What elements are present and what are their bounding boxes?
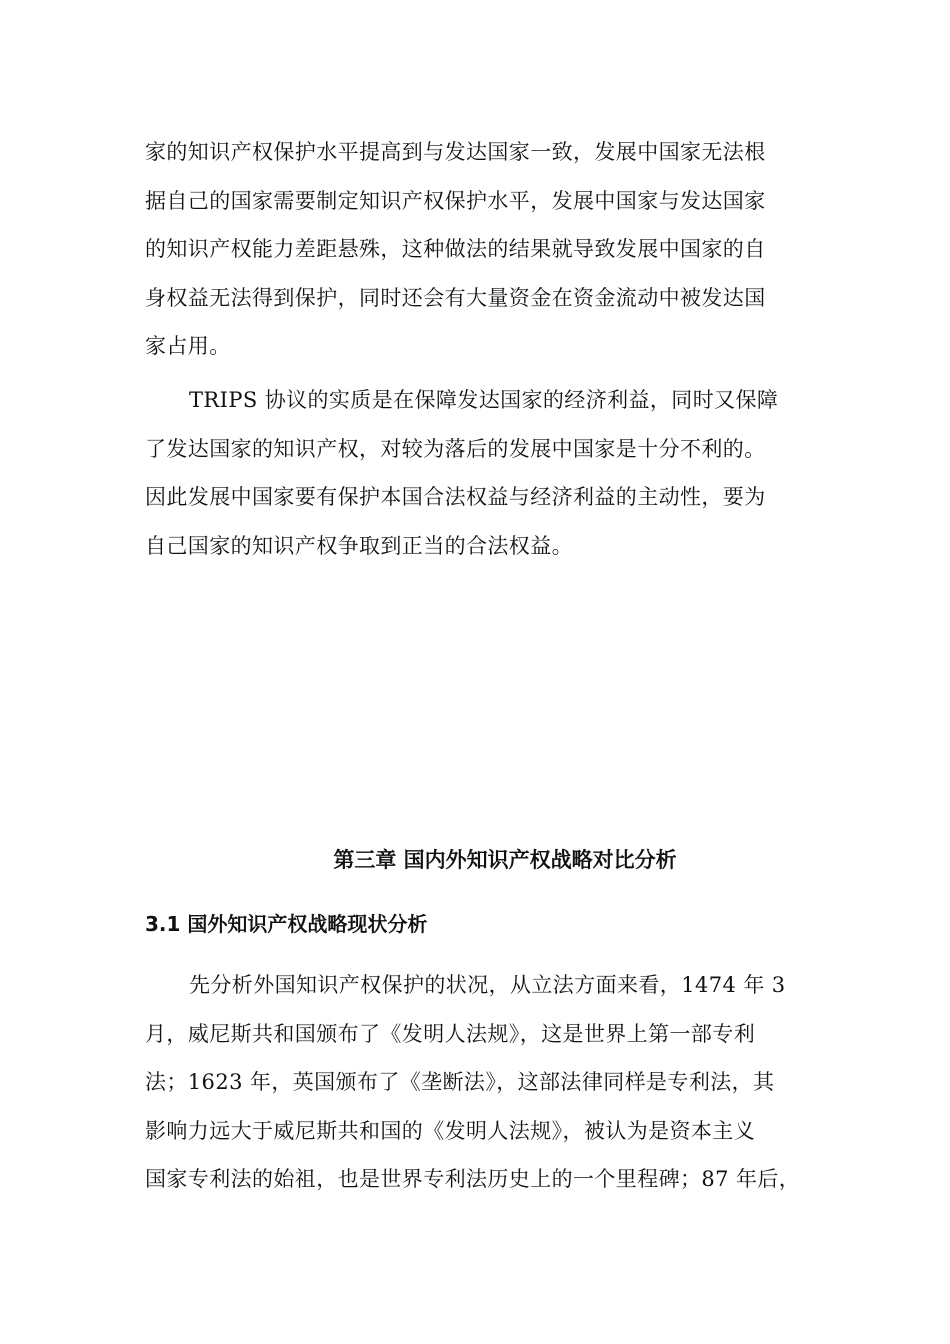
- text-line: 影响力远大于威尼斯共和国的《发明人法规》，被认为是资本主义: [145, 1118, 756, 1143]
- text-line: 法；1623 年，英国颁布了《垄断法》，这部法律同样是专利法，其: [145, 1070, 775, 1094]
- text-line: 家占用。: [145, 334, 231, 358]
- text-line: 因此发展中国家要有保护本国合法权益与经济利益的主动性，要为: [145, 485, 766, 509]
- text-line: 据自己的国家需要制定知识产权保护水平，发展中国家与发达国家: [145, 188, 766, 213]
- text-line: 身权益无法得到保护，同时还会有大量资金在资金流动中被发达国: [145, 285, 766, 310]
- section-heading: 3.1 国外知识产权战略现状分析: [145, 912, 428, 936]
- paragraph-history: [145, 961, 810, 1204]
- paragraph-trips: [145, 376, 810, 570]
- chapter-heading: 第三章 国内外知识产权战略对比分析: [333, 848, 677, 872]
- text-line: 月，威尼斯共和国颁布了《发明人法规》，这是世界上第一部专利: [145, 1021, 756, 1046]
- text-line: 家的知识产权保护水平提高到与发达国家一致，发展中国家无法根: [145, 140, 766, 164]
- text-line: 的知识产权能力差距悬殊，这种做法的结果就导致发展中国家的自: [145, 237, 766, 261]
- text-line: 国家专利法的始祖，也是世界专利法历史上的一个里程碑；87 年后，: [145, 1167, 801, 1191]
- text-line: 了发达国家的知识产权，对较为落后的发展中国家是十分不利的。: [145, 436, 766, 461]
- text-line: 先分析外国知识产权保护的状况，从立法方面来看，1474 年 3: [189, 973, 786, 997]
- text-line: 自己国家的知识产权争取到正当的合法权益。: [145, 533, 573, 558]
- paragraph-continuation: [145, 128, 810, 371]
- text-line: TRIPS 协议的实质是在保障发达国家的经济利益，同时又保障: [189, 388, 779, 412]
